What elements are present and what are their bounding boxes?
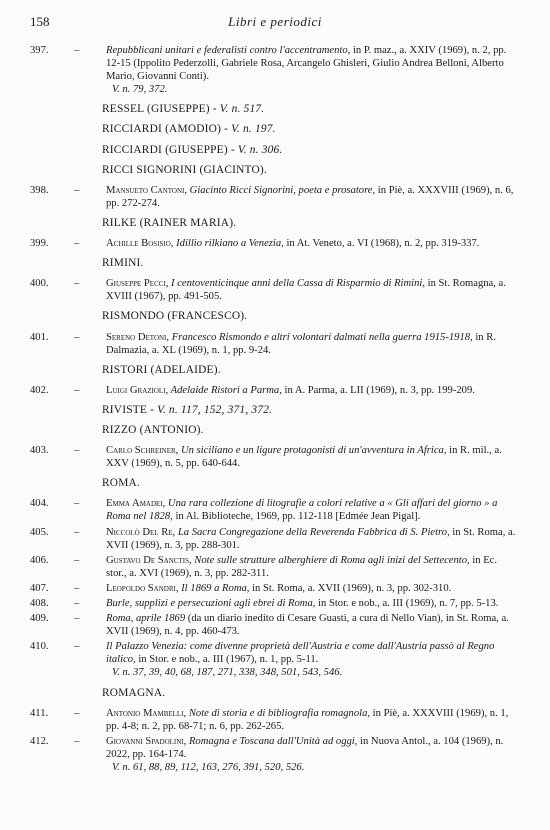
subject-heading <box>30 144 518 157</box>
entry-author: Sereno Detoni, <box>106 331 170 343</box>
entry-title: Burle, supplizi e persecuzioni agli ebrei di Roma, <box>106 598 316 609</box>
entry-title: Il Palazzo Venezia: come divenne proprietà dell'Austria e come dall'Austria passò al Regno italico, <box>106 641 495 666</box>
entry-title: I centoventicinque anni della Cassa di Risparmio di Rimini, <box>168 278 425 290</box>
entry-author: Luigi Grazioli, <box>106 384 169 396</box>
subject-name: RISTORI (ADELAIDE). <box>102 363 221 376</box>
entry-dash: – <box>74 735 80 747</box>
cross-reference: - V. n. 306. <box>227 143 283 156</box>
cross-reference: - V. n. 517. <box>209 103 265 116</box>
entry-dash: – <box>74 554 80 566</box>
subject-name: RILKE (RAINER MARIA). <box>102 216 237 229</box>
subject-name: ROMA. <box>102 477 141 490</box>
entry-number: 400. <box>30 278 49 290</box>
bibliography-entry <box>30 444 518 470</box>
entry-citation: in Piè, a. XXXVIII (1969), n. 6, pp. 272-274. <box>106 184 514 209</box>
entry-citation: in P. maz., a. XXIV (1969), n. 2, pp. 12-15 (Ippolito Pederzolli, Gabriele Rosa, Arcangelo Ghisleri, Giulio Andrea Belloni, Alberto Mario, Giovanni Conti). <box>106 45 507 83</box>
entry-dash: – <box>74 278 80 290</box>
entry-number: 403. <box>30 445 49 457</box>
entry-author: Carlo Schreiner, <box>106 445 179 457</box>
bibliography-entry <box>30 237 518 250</box>
entry-dash: – <box>74 384 80 396</box>
entry-citation: in St. Roma, a. XVII (1969), n. 3, pp. 302-310. <box>249 582 452 594</box>
entry-author: Antonio Mambelli, <box>106 707 187 719</box>
entry-citation: in Ec. stor., a. XVI (1969), n. 3, pp. 282-311. <box>106 554 498 579</box>
entry-dash: – <box>74 45 80 56</box>
entry-title: Romagna e Toscana dall'Unità ad oggi, <box>186 735 358 747</box>
entry-number: 408. <box>30 598 49 609</box>
bibliography-entry <box>30 497 518 523</box>
running-title: Libri e periodici <box>228 14 322 29</box>
subject-heading <box>30 364 518 377</box>
see-also-text: V. n. 79, 372. <box>112 84 168 96</box>
entry-citation: in Nuova Antol., a. 104 (1969), n. 2022, pp. 164-174. <box>106 735 504 760</box>
page-number: 158 <box>30 14 50 29</box>
entry-author: Leopoldo Sandri, <box>106 582 179 594</box>
entry-title: Repubblicani unitari e federalisti contro l'accentramento, <box>106 45 351 56</box>
entry-title: Un siciliano e un ligure protagonisti di un'avventura in Africa, <box>178 445 447 457</box>
subject-name: RIMINI. <box>102 257 144 270</box>
bibliography-list <box>30 44 518 776</box>
bibliography-entry <box>30 640 518 679</box>
entry-dash: – <box>74 184 80 196</box>
entry-dash: – <box>74 582 80 594</box>
subject-heading <box>30 217 518 230</box>
subject-name: RIZZO (ANTONIO). <box>102 423 204 436</box>
entry-citation: in Stor. e nob., a. III (1969), n. 7, pp. 5-13. <box>315 598 499 609</box>
entry-number: 399. <box>30 238 49 250</box>
subject-name: ROMAGNA. <box>102 686 166 699</box>
bibliography-entry <box>30 597 518 610</box>
entry-number: 402. <box>30 384 49 396</box>
entry-author: Giovanni Spadolini, <box>106 735 187 747</box>
bibliography-entry <box>30 612 518 638</box>
running-header <box>30 14 520 36</box>
entry-author: Niccolò Del Re, <box>106 526 176 538</box>
entry-dash: – <box>74 641 80 653</box>
subject-heading <box>30 687 518 700</box>
bibliography-entry <box>30 582 518 595</box>
see-also-text: V. n. 37, 39, 40, 68, 187, 271, 338, 348, 501, 543, 546. <box>112 667 343 679</box>
see-also-reference <box>106 666 518 679</box>
entry-title: Il 1869 a Roma, <box>178 582 250 594</box>
subject-name: RIVISTE <box>102 403 148 416</box>
subject-heading <box>30 424 518 437</box>
subject-heading <box>30 103 518 116</box>
subject-name: RICCIARDI (AMODIO) <box>102 123 222 136</box>
entry-title: Una rara collezione di litografie a colori relative a « Gli affari del giorno » a Roma nel 1828, <box>106 498 498 523</box>
entry-title: Roma, aprile 1869 <box>106 613 186 625</box>
subject-heading <box>30 123 518 136</box>
bibliography-entry <box>30 44 518 96</box>
entry-number: 410. <box>30 641 49 653</box>
subject-name: RESSEL (GIUSEPPE) <box>102 103 210 116</box>
bibliography-entry <box>30 331 518 357</box>
entry-title: Adelaide Ristori a Parma, <box>168 384 282 396</box>
subject-heading <box>30 164 518 177</box>
entry-citation: in St. Roma, a. XVII (1969), n. 3, pp. 288-301. <box>106 526 516 551</box>
subject-name: RICCIARDI (GIUSEPPE) <box>102 143 228 156</box>
subject-heading <box>30 310 518 323</box>
entry-number: 398. <box>30 184 49 196</box>
entry-number: 406. <box>30 554 49 566</box>
entry-number: 412. <box>30 735 49 747</box>
entry-author: Mansueto Cantoni, <box>106 184 188 196</box>
entry-author: Achille Bosisio, <box>106 238 174 250</box>
entry-title: Giacinto Ricci Signorini, poeta e prosatore, <box>187 184 376 196</box>
bibliography-entry <box>30 735 518 774</box>
bibliography-entry <box>30 384 518 397</box>
subject-heading <box>30 477 518 490</box>
entry-title: Note sulle strutture alberghiere di Roma agli inizi del Settecento, <box>191 554 470 566</box>
bibliography-entry <box>30 526 518 552</box>
entry-number: 397. <box>30 45 49 56</box>
subject-name: RICCI SIGNORINI (GIACINTO). <box>102 163 267 176</box>
entry-dash: – <box>74 707 80 719</box>
entry-citation: in Al. Biblioteche, 1969, pp. 112-118 [Edmée Jean Pigal]. <box>172 511 421 523</box>
entry-citation: in Piè, a. XXXVIII (1969), n. 1, pp. 4-8; n. 2, pp. 68-71; n. 6, pp. 262-265. <box>106 707 509 732</box>
entry-number: 409. <box>30 613 49 625</box>
entry-number: 407. <box>30 582 49 594</box>
entry-dash: – <box>74 526 80 538</box>
entry-title: Francesco Rismondo e altri volontari dalmati nella guerra 1915-1918, <box>169 331 473 343</box>
entry-author: Emma Amadei, <box>106 498 166 510</box>
see-also-reference <box>106 761 518 774</box>
subject-heading <box>30 404 518 417</box>
entry-dash: – <box>74 331 80 343</box>
subject-heading <box>30 257 518 270</box>
entry-author: Giuseppe Pecci, <box>106 278 169 290</box>
subject-name: RISMONDO (FRANCESCO). <box>102 310 248 323</box>
see-also-text: V. n. 61, 88, 89, 112, 163, 276, 391, 520, 526. <box>112 762 305 774</box>
entry-number: 411. <box>30 707 49 719</box>
bibliography-entry <box>30 184 518 210</box>
entry-citation: in R. mil., a. XXV (1969), n. 5, pp. 640-644. <box>106 445 502 470</box>
entry-dash: – <box>74 238 80 250</box>
see-also-reference <box>106 83 518 96</box>
entry-title: La Sacra Congregazione della Reverenda Fabbrica di S. Pietro, <box>175 526 450 538</box>
entry-dash: – <box>74 598 80 609</box>
entry-title: Idillio rilkiano a Venezia, <box>173 238 284 250</box>
entry-citation: in R. Dalmazia, a. XL (1969), n. 1, pp. 9-24. <box>106 331 496 356</box>
entry-citation: in At. Veneto, a. VI (1968), n. 2, pp. 319-337. <box>283 238 480 250</box>
bibliography-entry <box>30 707 518 733</box>
bibliography-entry <box>30 277 518 303</box>
entry-number: 404. <box>30 498 49 510</box>
entry-number: 405. <box>30 526 49 538</box>
entry-title: Note di storia e di bibliografia romagnola, <box>186 707 371 719</box>
entry-dash: – <box>74 498 80 510</box>
entry-citation: in St. Romagna, a. XVIII (1967), pp. 491-505. <box>106 278 506 303</box>
entry-dash: – <box>74 613 80 625</box>
entry-citation: (da un diario inedito di Cesare Guasti, a cura di Nello Vian), in St. Roma, a. XVII (1969), n. 4, pp. 460-473. <box>106 613 509 638</box>
entry-citation: in Stor. e nob., a. III (1967), n. 1, pp. 5-11. <box>135 654 319 666</box>
entry-dash: – <box>74 445 80 457</box>
cross-reference: - V. n. 117, 152, 371, 372. <box>147 403 273 416</box>
entry-number: 401. <box>30 331 49 343</box>
entry-author: Gustavo De Sanctis, <box>106 554 192 566</box>
bibliography-entry <box>30 554 518 580</box>
entry-citation: in A. Parma, a. LII (1969), n. 3, pp. 199-209. <box>281 384 475 396</box>
cross-reference: - V. n. 197. <box>221 123 276 136</box>
